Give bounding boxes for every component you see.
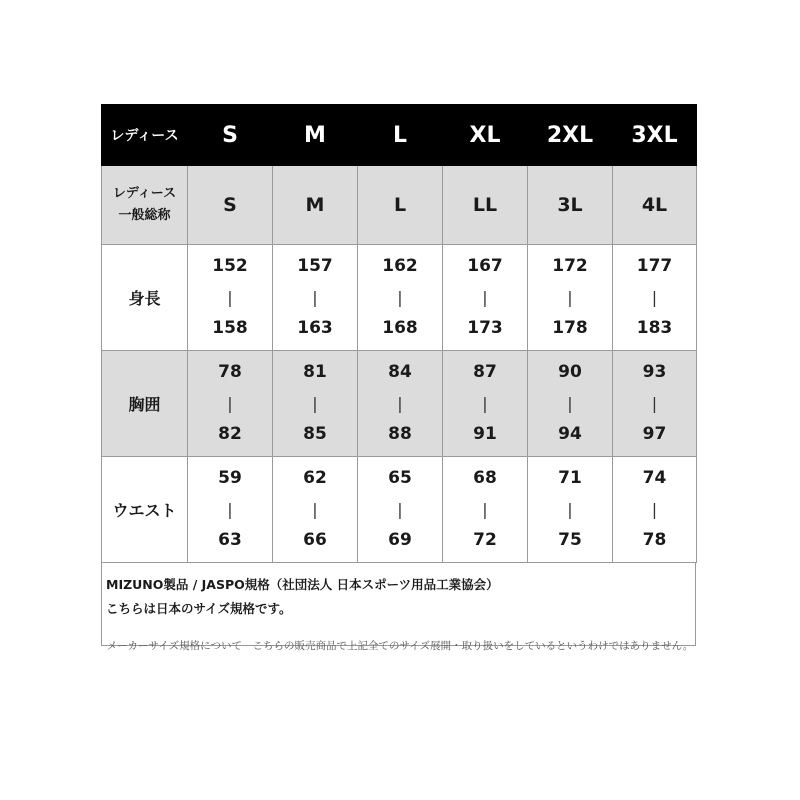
range-sep: |: [567, 500, 573, 519]
range-sep: |: [397, 500, 403, 519]
range-cell: [528, 351, 613, 457]
footer-note: メーカーサイズ規格について こちらの販売商品で上記全てのサイズ展開・取り扱いをしているというわけではありません。: [106, 640, 694, 652]
alias-size-cell: 3L: [528, 166, 613, 245]
range-sep: |: [567, 288, 573, 307]
range-max: 91: [473, 424, 497, 444]
range-min: 71: [558, 468, 582, 488]
range-min: 62: [303, 468, 327, 488]
range-value: [443, 357, 527, 450]
range-sep: |: [482, 288, 488, 307]
row-label: 胸囲: [102, 351, 188, 457]
range-sep: |: [651, 288, 658, 307]
range-value: [358, 463, 442, 556]
range-sep: |: [312, 288, 318, 307]
alias-label-line1: レディース: [112, 186, 177, 201]
alias-label-line2: 一般総称: [118, 208, 171, 223]
header-row-label: レディース: [102, 105, 188, 166]
range-sep: |: [567, 394, 573, 413]
range-sep: |: [312, 500, 318, 519]
range-sep: |: [651, 500, 658, 519]
chest-row: [102, 351, 697, 457]
range-value: [273, 463, 357, 556]
range-value: [443, 463, 527, 556]
range-cell: [273, 457, 358, 563]
alias-size-cell: S: [188, 166, 273, 245]
range-value: [443, 251, 527, 344]
range-sep: |: [227, 394, 233, 413]
alias-size-cell: 4L: [613, 166, 697, 245]
range-max: 163: [297, 318, 333, 338]
alias-size-cell: L: [358, 166, 443, 245]
range-sep: |: [312, 394, 318, 413]
row-label: ウエスト: [102, 457, 188, 563]
range-max: 75: [558, 530, 582, 550]
range-cell: [358, 457, 443, 563]
range-value: [358, 251, 442, 344]
range-cell: [528, 245, 613, 351]
range-min: 68: [473, 468, 497, 488]
range-value: [613, 357, 696, 450]
range-cell: [443, 351, 528, 457]
range-min: 167: [467, 256, 503, 276]
range-cell: [273, 351, 358, 457]
range-max: 72: [473, 530, 497, 550]
height-row: [102, 245, 697, 351]
range-max: 88: [388, 424, 412, 444]
header-size-m: M: [273, 105, 358, 166]
range-max: 168: [382, 318, 418, 338]
range-max: 82: [218, 424, 242, 444]
range-max: 158: [212, 318, 248, 338]
range-min: 65: [388, 468, 412, 488]
range-sep: |: [482, 500, 488, 519]
header-size-xl: XL: [443, 105, 528, 166]
row-label: 身長: [102, 245, 188, 351]
size-chart: [101, 104, 696, 646]
notes-japan-size: こちらは日本のサイズ規格です。: [106, 601, 292, 616]
range-cell: [358, 351, 443, 457]
range-value: [528, 251, 612, 344]
range-min: 74: [642, 468, 667, 488]
range-cell: [188, 245, 273, 351]
range-max: 66: [303, 530, 327, 550]
range-max: 183: [636, 318, 673, 338]
range-value: [528, 463, 612, 556]
range-value: [273, 251, 357, 344]
range-sep: |: [397, 394, 403, 413]
range-min: 152: [212, 256, 248, 276]
range-cell: [613, 245, 697, 351]
range-value: [273, 357, 357, 450]
notes-box: [101, 563, 696, 646]
range-max: 85: [303, 424, 327, 444]
range-min: 59: [218, 468, 242, 488]
range-cell: [443, 457, 528, 563]
range-cell: [358, 245, 443, 351]
range-value: [613, 463, 696, 556]
range-min: 90: [558, 362, 582, 382]
range-sep: |: [482, 394, 488, 413]
range-min: 84: [388, 362, 412, 382]
range-max: 69: [388, 530, 412, 550]
range-min: 172: [552, 256, 588, 276]
range-cell: [613, 457, 697, 563]
range-value: [188, 357, 272, 450]
range-cell: [188, 457, 273, 563]
range-max: 78: [642, 530, 667, 550]
range-cell: [443, 245, 528, 351]
header-size-2xl: 2XL: [528, 105, 613, 166]
range-min: 177: [636, 256, 673, 276]
alias-row-label: [102, 166, 188, 245]
range-value: [358, 357, 442, 450]
range-cell: [273, 245, 358, 351]
range-min: 87: [473, 362, 497, 382]
range-min: 81: [303, 362, 327, 382]
range-sep: |: [397, 288, 403, 307]
range-sep: |: [651, 394, 658, 413]
range-min: 157: [297, 256, 333, 276]
range-cell: [528, 457, 613, 563]
range-max: 63: [218, 530, 242, 550]
range-sep: |: [227, 288, 233, 307]
range-cell: [188, 351, 273, 457]
range-min: 162: [382, 256, 418, 276]
range-value: [188, 463, 272, 556]
range-min: 93: [642, 362, 667, 382]
alias-row: [102, 166, 697, 245]
size-table: [101, 104, 697, 563]
range-sep: |: [227, 500, 233, 519]
range-cell: [613, 351, 697, 457]
waist-row: [102, 457, 697, 563]
range-value: [188, 251, 272, 344]
alias-size-cell: M: [273, 166, 358, 245]
header-size-s: S: [188, 105, 273, 166]
range-value: [613, 251, 696, 344]
alias-size-cell: LL: [443, 166, 528, 245]
range-max: 178: [552, 318, 588, 338]
range-min: 78: [218, 362, 242, 382]
header-size-3xl: 3XL: [613, 105, 697, 166]
range-max: 97: [642, 424, 667, 444]
range-value: [528, 357, 612, 450]
notes-standard: MIZUNO製品 / JASPO規格（社団法人 日本スポーツ用品工業協会）: [106, 577, 499, 592]
range-max: 94: [558, 424, 582, 444]
header-size-l: L: [358, 105, 443, 166]
range-max: 173: [467, 318, 503, 338]
header-row: [102, 105, 697, 166]
